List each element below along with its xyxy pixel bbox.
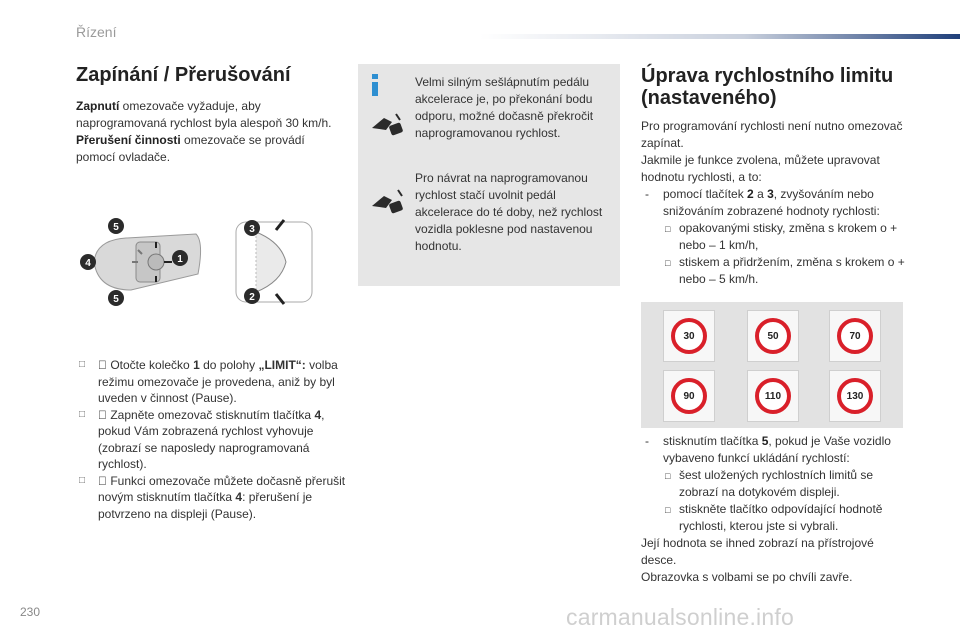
svg-text:5: 5 <box>113 294 119 305</box>
right-p3: Její hodnota se ihned zobrazí na přístrojové desce. <box>641 536 874 567</box>
left-bullets <box>76 357 346 522</box>
right-title: Úprava rychlostního limitu (nastaveného) <box>641 65 894 109</box>
accelerator-pedal-icon <box>370 110 406 138</box>
stalk-diagram <box>76 212 346 312</box>
diagram-label-5b <box>108 290 124 306</box>
left-bullet-2: □ Zapněte omezovač stisknutím tlačítka 4, pokud Vám zobrazená rychlost vyhovuje (zobrazí se naposledy naprogramovaná rychlost). <box>79 407 325 471</box>
diagram-label-3 <box>244 220 260 236</box>
diagram-label-2 <box>244 288 260 304</box>
svg-text:3: 3 <box>249 224 255 235</box>
right-body <box>641 118 906 288</box>
right-dash-2: - stisknutím tlačítka 5, pokud je Vaše vozidlo vybaveno funkcí ukládání rychlostí: <box>641 433 911 467</box>
header-bar <box>480 34 960 39</box>
diagram-label-1 <box>172 250 188 266</box>
intro-line-1: Zapnutí omezovače vyžaduje, aby naprogramovaná rychlost byla alespoň 30 km/h. <box>76 99 332 130</box>
left-bullet-1: □ Otočte kolečko 1 do polohy „LIMIT“: volba režimu omezovače je provedena, aniž by byl uveden v činnost (Pause). <box>79 358 338 405</box>
intro-line-2: Přerušení činnosti omezovače se provádí pomocí ovladače. <box>76 133 305 164</box>
left-title: Zapínání / Přerušování <box>76 64 291 86</box>
speed-sign-tile-50 <box>747 310 799 362</box>
left-intro <box>76 98 346 166</box>
svg-text:1: 1 <box>177 254 183 265</box>
left-bullet-3: □ Funkci omezovače můžete dočasně přerušit novým stisknutím tlačítka 4: přerušení je potvrzeno na displeji (Pause). <box>79 473 346 521</box>
speed-sign-tile-130 <box>829 370 881 422</box>
svg-text:5: 5 <box>113 222 119 233</box>
watermark: carmanualsonline.info <box>566 604 794 630</box>
speed-sign-tile-70 <box>829 310 881 362</box>
speed-sign: 70 <box>837 318 873 354</box>
info-icon <box>368 74 382 94</box>
diagram-label-4 <box>80 254 96 270</box>
right-dash-1: - pomocí tlačítek 2 a 3, zvyšováním nebo snižováním zobrazené hodnoty rychlosti: <box>641 186 906 220</box>
svg-text:4: 4 <box>85 258 91 269</box>
accelerator-release-icon <box>370 188 406 216</box>
right-p2: Jakmile je funkce zvolena, můžete upravovat hodnotu rychlosti, a to: <box>641 153 880 184</box>
page-number: 230 <box>20 605 41 619</box>
speed-sign: 90 <box>671 378 707 414</box>
info-text-1: Velmi silným sešlápnutím pedálu akcelerace je, po překonání bodu odporu, možné dočasně překročit naprogramovanou rychlost. <box>415 75 594 140</box>
diagram-label-5a <box>108 218 124 234</box>
right-sub-1: □ opakovanými stisky, změna s krokem o + nebo – 1 km/h, <box>641 220 906 254</box>
right-p4: Obrazovka s volbami se po chvíli zavře. <box>641 570 853 584</box>
right-sub-3: □ šest uložených rychlostních limitů se zobrazí na dotykovém displeji. <box>641 467 911 501</box>
speed-sign: 50 <box>755 318 791 354</box>
info-box <box>358 64 620 286</box>
right-sub-2: □ stiskem a přidržením, změna s krokem o + nebo – 5 km/h. <box>641 254 906 288</box>
svg-text:2: 2 <box>249 292 255 303</box>
right-sub-4: □ stiskněte tlačítko odpovídající hodnotě rychlosti, kterou jste si vybrali. <box>641 501 911 535</box>
info-text-2: Pro návrat na naprogramovanou rychlost stačí uvolnit pedál akcelerace do té doby, než rychlost vozidla poklesne pod nastavenou hodnotu. <box>415 171 603 253</box>
right-p1: Pro programování rychlosti není nutno omezovač zapínat. <box>641 119 903 150</box>
speed-sign-tile-90 <box>663 370 715 422</box>
speed-sign-tile-30 <box>663 310 715 362</box>
speed-sign: 110 <box>755 378 791 414</box>
right-body-2 <box>641 433 911 586</box>
speed-sign-tile-110 <box>747 370 799 422</box>
speed-sign: 30 <box>671 318 707 354</box>
speed-signs-panel <box>641 302 903 428</box>
speed-sign: 130 <box>837 378 873 414</box>
section-label: Řízení <box>76 24 117 40</box>
